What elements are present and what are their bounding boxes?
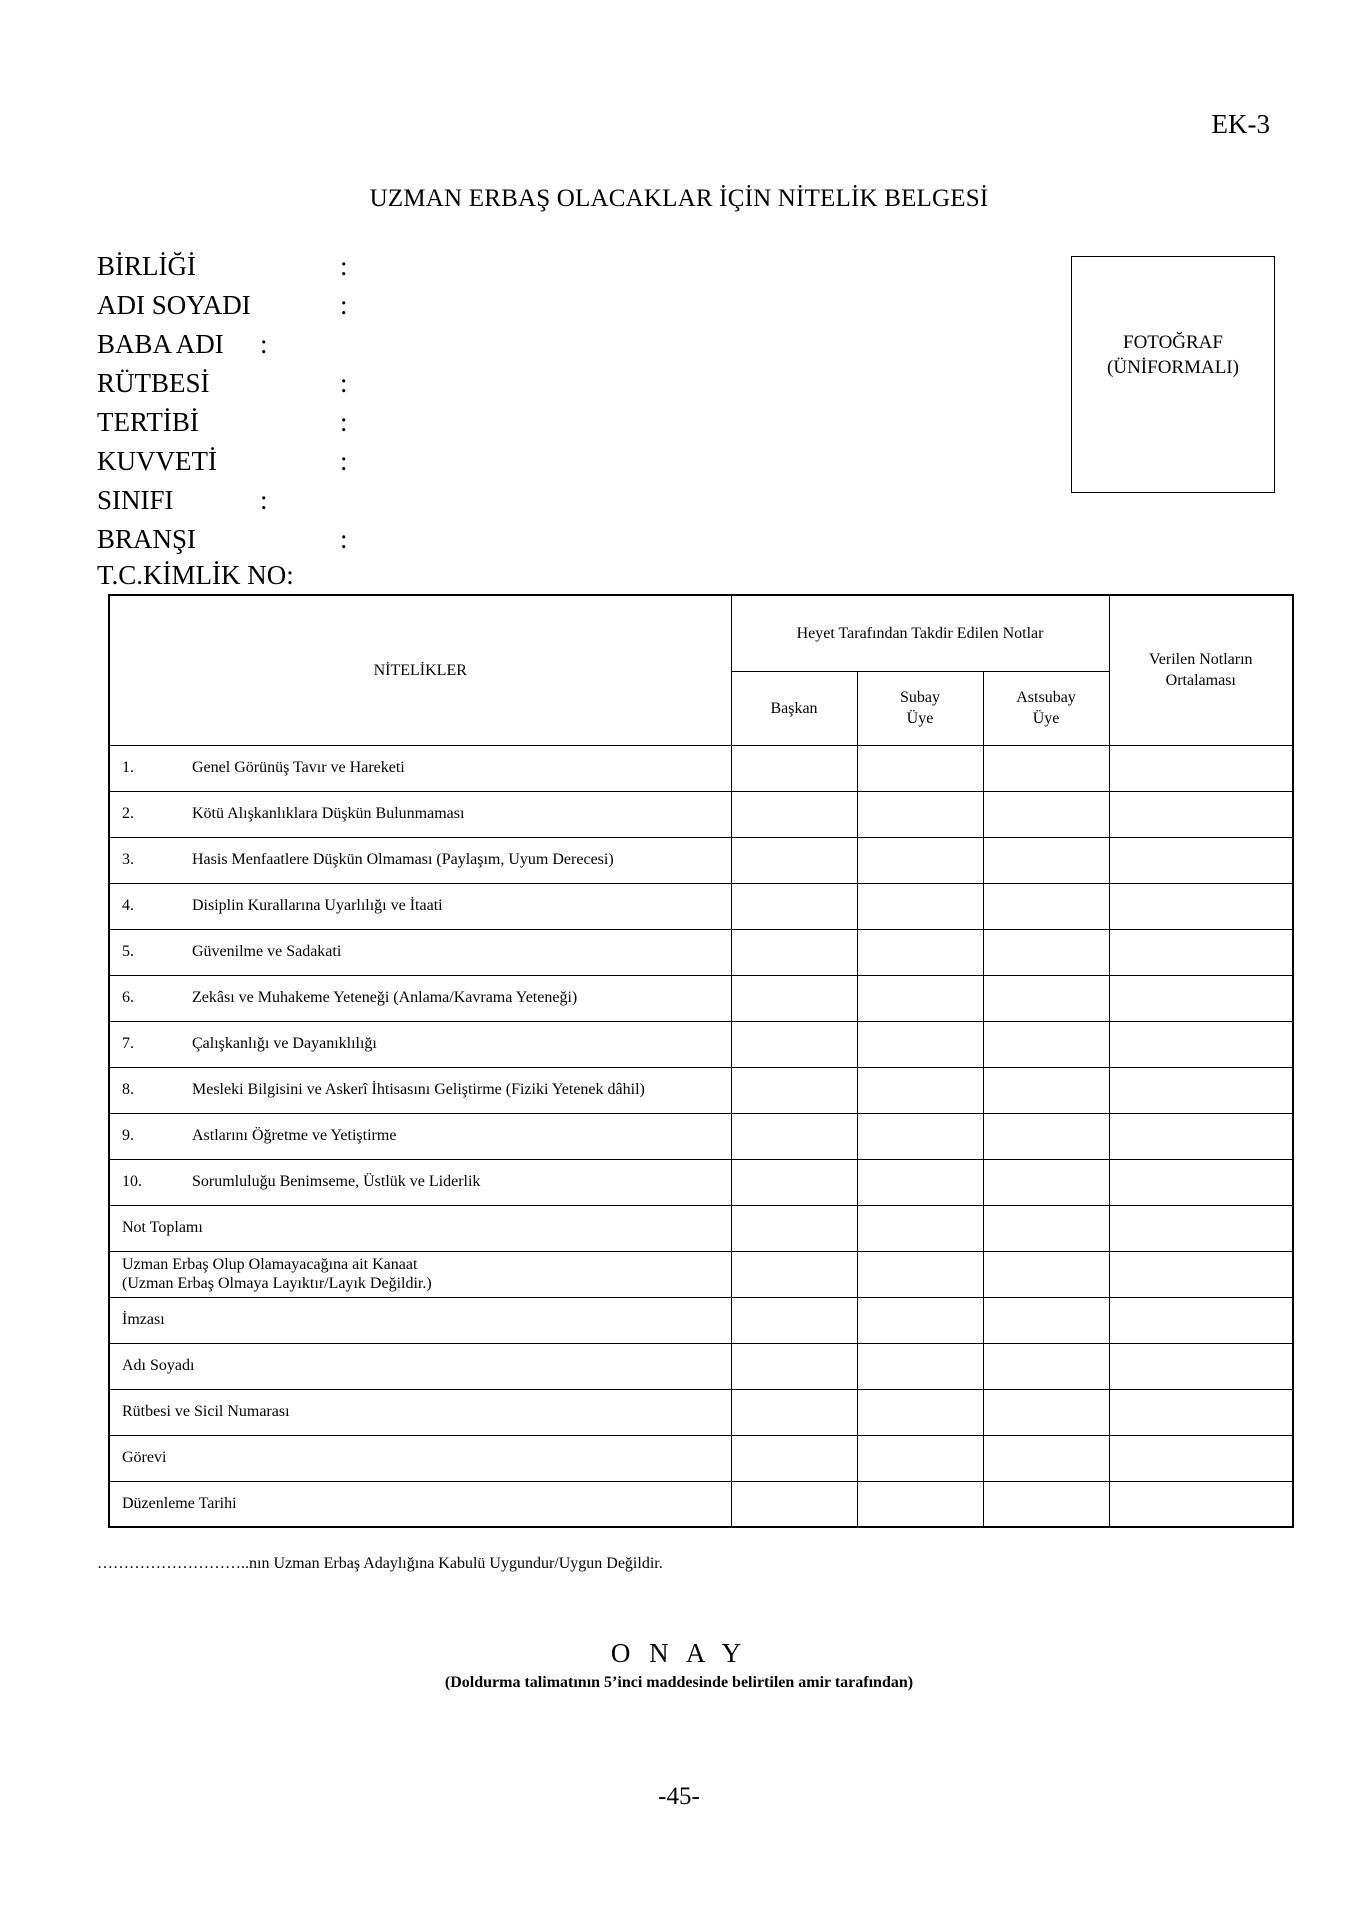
quality-cell: [109, 791, 731, 837]
grade-cell-average[interactable]: [1109, 1435, 1293, 1481]
info-row-father-name: [97, 325, 294, 364]
item-number: 5.: [122, 943, 134, 960]
grade-cell-nco[interactable]: [983, 883, 1109, 929]
grade-cell-officer[interactable]: [857, 1435, 983, 1481]
item-text: Zekâsı ve Muhakeme Yeteneği (Anlama/Kavrama Yeteneği): [192, 989, 578, 1006]
grade-cell-nco[interactable]: [983, 1021, 1109, 1067]
annex-label: EK-3: [1211, 109, 1270, 139]
info-row-class: [97, 481, 294, 520]
grade-cell-chair[interactable]: [731, 1481, 857, 1527]
grade-cell-officer[interactable]: [857, 791, 983, 837]
table-row: [109, 837, 1293, 883]
total-label: Not Toplamı: [109, 1205, 731, 1251]
header-average-line2: Ortalaması: [1165, 672, 1236, 690]
photo-sublabel: (ÜNİFORMALI): [1107, 356, 1239, 378]
info-label: RÜTBESİ: [97, 368, 210, 398]
grade-cell-officer[interactable]: [857, 1343, 983, 1389]
header-average: [1109, 595, 1293, 745]
table-row-rank: [109, 1389, 1293, 1435]
item-number: 10.: [122, 1173, 142, 1190]
grade-cell-officer[interactable]: [857, 1113, 983, 1159]
table-row: [109, 975, 1293, 1021]
quality-cell: [109, 929, 731, 975]
opinion-line2: (Uzman Erbaş Olmaya Layıktır/Layık Değildir.): [122, 1275, 432, 1292]
info-label: BABA ADI: [97, 329, 224, 359]
grade-cell-average[interactable]: [1109, 975, 1293, 1021]
grade-cell-chair[interactable]: [731, 1159, 857, 1205]
item-text: Genel Görünüş Tavır ve Hareketi: [192, 759, 405, 776]
grade-cell-average[interactable]: [1109, 929, 1293, 975]
grade-cell-chair[interactable]: [731, 883, 857, 929]
grade-cell-officer[interactable]: [857, 1067, 983, 1113]
quality-cell: [109, 837, 731, 883]
info-label: BİRLİĞİ: [97, 251, 196, 281]
header-committee-grades: Heyet Tarafından Takdir Edilen Notlar: [731, 595, 1109, 671]
opinion-label: [109, 1251, 731, 1297]
table-row-date: [109, 1481, 1293, 1527]
grade-cell-average[interactable]: [1109, 837, 1293, 883]
grade-cell-chair[interactable]: [731, 1067, 857, 1113]
grade-cell-chair[interactable]: [731, 1297, 857, 1343]
header-officer-line1: Subay: [900, 689, 940, 706]
quality-cell: [109, 1067, 731, 1113]
item-text: Kötü Alışkanlıklara Düşkün Bulunmaması: [192, 805, 465, 822]
signature-label: İmzası: [109, 1297, 731, 1343]
grade-cell-nco[interactable]: [983, 1113, 1109, 1159]
item-number: 6.: [122, 989, 134, 1006]
table-row-signature: [109, 1297, 1293, 1343]
grade-cell-officer[interactable]: [857, 1389, 983, 1435]
table-row-duty: [109, 1435, 1293, 1481]
grade-cell-average[interactable]: [1109, 883, 1293, 929]
grade-cell-nco[interactable]: [983, 1067, 1109, 1113]
quality-cell: [109, 975, 731, 1021]
header-nco-line1: Astsubay: [1016, 689, 1076, 706]
grade-cell-nco[interactable]: [983, 929, 1109, 975]
grade-cell-average[interactable]: [1109, 1159, 1293, 1205]
header-qualities: NİTELİKLER: [109, 595, 731, 745]
info-row-rank: [97, 364, 348, 403]
item-text: Güvenilme ve Sadakati: [192, 943, 342, 960]
table-row: [109, 745, 1293, 791]
grade-cell-chair[interactable]: [731, 1389, 857, 1435]
grade-cell-nco[interactable]: [983, 745, 1109, 791]
grade-cell-officer[interactable]: [857, 975, 983, 1021]
page-number: -45-: [658, 1783, 700, 1810]
item-number: 4.: [122, 897, 134, 914]
grade-cell-chair[interactable]: [731, 1251, 857, 1297]
grade-cell-nco[interactable]: [983, 1481, 1109, 1527]
info-colon: :: [340, 251, 348, 281]
grade-cell-nco[interactable]: [983, 1205, 1109, 1251]
header-nco-line2: Üye: [1032, 710, 1060, 727]
header-nco-member: [983, 671, 1109, 745]
photo-box: [1071, 256, 1275, 493]
qualities-table: [108, 594, 1294, 1528]
table-row: [109, 1021, 1293, 1067]
item-text: Sorumluluğu Benimseme, Üstlük ve Liderlik: [192, 1173, 481, 1190]
date-label: Düzenleme Tarihi: [109, 1481, 731, 1527]
grade-cell-officer[interactable]: [857, 1205, 983, 1251]
info-colon: :: [340, 446, 348, 476]
item-text: Astlarını Öğretme ve Yetiştirme: [192, 1127, 397, 1144]
item-text: Mesleki Bilgisini ve Askerî İhtisasını Geliştirme (Fiziki Yetenek dâhil): [192, 1081, 645, 1098]
quality-cell: [109, 883, 731, 929]
item-text: Hasis Menfaatlere Düşkün Olmaması (Paylaşım, Uyum Derecesi): [192, 851, 614, 868]
grade-cell-chair[interactable]: [731, 791, 857, 837]
info-label: SINIFI: [97, 485, 174, 515]
grade-cell-average[interactable]: [1109, 745, 1293, 791]
grade-cell-nco[interactable]: [983, 1251, 1109, 1297]
grade-cell-chair[interactable]: [731, 1435, 857, 1481]
grade-cell-chair[interactable]: [731, 1205, 857, 1251]
grade-cell-average[interactable]: [1109, 791, 1293, 837]
info-colon: :: [340, 290, 348, 320]
item-number: 9.: [122, 1127, 134, 1144]
item-number: 7.: [122, 1035, 134, 1052]
acceptance-statement: ………………………..nın Uzman Erbaş Adaylığına Kabulü Uygundur/Uygun Değildir.: [97, 1555, 663, 1572]
grade-cell-officer[interactable]: [857, 929, 983, 975]
table-row: [109, 883, 1293, 929]
grade-cell-chair[interactable]: [731, 975, 857, 1021]
grade-cell-nco[interactable]: [983, 1343, 1109, 1389]
info-row-draft: [97, 403, 348, 442]
grade-cell-chair[interactable]: [731, 1113, 857, 1159]
grade-cell-nco[interactable]: [983, 791, 1109, 837]
duty-label: Görevi: [109, 1435, 731, 1481]
item-number: 1.: [122, 759, 134, 776]
grade-cell-chair[interactable]: [731, 745, 857, 791]
table-row-total: [109, 1205, 1293, 1251]
grade-cell-officer[interactable]: [857, 1021, 983, 1067]
item-number: 2.: [122, 805, 134, 822]
info-row-unit: [97, 247, 348, 286]
info-label: T.C.KİMLİK NO:: [97, 560, 294, 590]
grade-cell-officer[interactable]: [857, 1297, 983, 1343]
info-colon: :: [340, 368, 348, 398]
rank-label: Rütbesi ve Sicil Numarası: [109, 1389, 731, 1435]
table-row: [109, 929, 1293, 975]
header-chair: Başkan: [731, 671, 857, 745]
grade-cell-nco[interactable]: [983, 1159, 1109, 1205]
item-number: 8.: [122, 1081, 134, 1098]
header-officer-member: [857, 671, 983, 745]
table-row-name: [109, 1343, 1293, 1389]
grade-cell-officer[interactable]: [857, 883, 983, 929]
info-label: ADI SOYADI: [97, 290, 251, 320]
grade-cell-officer[interactable]: [857, 1251, 983, 1297]
grade-cell-average[interactable]: [1109, 1205, 1293, 1251]
info-row-force: [97, 442, 348, 481]
info-label: BRANŞI: [97, 524, 197, 554]
grade-cell-average[interactable]: [1109, 1481, 1293, 1527]
grade-cell-average[interactable]: [1109, 1297, 1293, 1343]
grade-cell-nco[interactable]: [983, 975, 1109, 1021]
quality-cell: [109, 1159, 731, 1205]
grade-cell-nco[interactable]: [983, 1297, 1109, 1343]
quality-cell: [109, 1113, 731, 1159]
header-average-line1: Verilen Notların: [1149, 651, 1253, 669]
info-row-name: [97, 286, 348, 325]
grade-cell-chair[interactable]: [731, 837, 857, 883]
grade-cell-average[interactable]: [1109, 1113, 1293, 1159]
table-row: [109, 1067, 1293, 1113]
photo-label: FOTOĞRAF: [1123, 331, 1223, 353]
grade-cell-officer[interactable]: [857, 1159, 983, 1205]
grade-cell-chair[interactable]: [731, 1343, 857, 1389]
table-row: [109, 1113, 1293, 1159]
table-row-opinion: [109, 1251, 1293, 1297]
quality-cell: [109, 745, 731, 791]
info-row-branch: [97, 520, 348, 559]
info-colon: :: [260, 485, 268, 515]
quality-cell: [109, 1021, 731, 1067]
grade-cell-chair[interactable]: [731, 929, 857, 975]
grade-cell-average[interactable]: [1109, 1021, 1293, 1067]
grade-cell-average[interactable]: [1109, 1251, 1293, 1297]
info-row-id-number: [97, 559, 294, 591]
grade-cell-nco[interactable]: [983, 837, 1109, 883]
info-label: KUVVETİ: [97, 446, 217, 476]
table-row: [109, 791, 1293, 837]
grade-cell-average[interactable]: [1109, 1389, 1293, 1435]
item-text: Disiplin Kurallarına Uyarlılığı ve İtaati: [192, 897, 443, 914]
grade-cell-chair[interactable]: [731, 1021, 857, 1067]
opinion-line1: Uzman Erbaş Olup Olamayacağına ait Kanaat: [122, 1256, 418, 1273]
table-row: [109, 1159, 1293, 1205]
item-number: 3.: [122, 851, 134, 868]
grade-cell-officer[interactable]: [857, 1481, 983, 1527]
name-label: Adı Soyadı: [109, 1343, 731, 1389]
header-officer-line2: Üye: [906, 710, 934, 727]
document-title: UZMAN ERBAŞ OLACAKLAR İÇİN NİTELİK BELGESİ: [369, 185, 989, 212]
grade-cell-officer[interactable]: [857, 745, 983, 791]
grade-cell-nco[interactable]: [983, 1435, 1109, 1481]
grade-cell-average[interactable]: [1109, 1343, 1293, 1389]
approval-title: O N A Y: [610, 1638, 748, 1668]
grade-cell-average[interactable]: [1109, 1067, 1293, 1113]
info-colon: :: [340, 524, 348, 554]
grade-cell-officer[interactable]: [857, 837, 983, 883]
personal-info-section: [97, 247, 348, 591]
info-label: TERTİBİ: [97, 407, 199, 437]
info-colon: :: [340, 407, 348, 437]
info-colon: :: [260, 329, 268, 359]
approval-note: (Doldurma talimatının 5’inci maddesinde belirtilen amir tarafından): [444, 1674, 914, 1691]
item-text: Çalışkanlığı ve Dayanıklılığı: [192, 1035, 377, 1052]
grade-cell-nco[interactable]: [983, 1389, 1109, 1435]
